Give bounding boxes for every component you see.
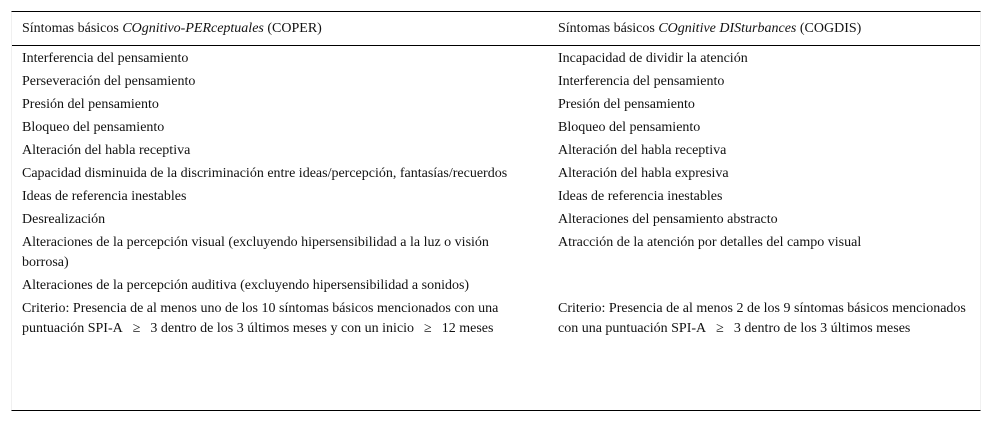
table-cell-coper: Ideas de referencia inestables <box>22 189 187 204</box>
table-row <box>12 209 980 232</box>
header-cogdis <box>548 12 980 46</box>
symptoms-table-container <box>11 11 981 411</box>
table-row <box>12 232 980 275</box>
table-cell-cogdis: Alteración del habla receptiva <box>558 143 727 158</box>
table-row <box>12 46 980 72</box>
table-row <box>12 71 980 94</box>
table-cell-cogdis: Incapacidad de dividir la atención <box>558 51 748 66</box>
header-cogdis-prefix: Síntomas básicos <box>558 21 659 36</box>
greater-equal-symbol: ≥ <box>716 321 724 336</box>
table-cell-coper: Capacidad disminuida de la discriminación entre ideas/percepción, fantasías/recuerdos <box>22 166 508 181</box>
basic-symptoms-table <box>12 12 980 341</box>
table-row <box>12 163 980 186</box>
table-cell-coper: Desrealización <box>22 212 106 227</box>
greater-equal-symbol: ≥ <box>424 321 432 336</box>
header-cogdis-italic: COgnitive DISturbances <box>658 21 797 36</box>
criteria-row <box>12 298 980 341</box>
header-coper-prefix: Síntomas básicos <box>22 21 123 36</box>
table-cell-coper: Alteraciones de la percepción visual (excluyendo hipersensibilidad a la luz o visión borrosa) <box>22 235 489 270</box>
greater-equal-symbol: ≥ <box>132 321 141 336</box>
criteria-coper-text-3: 12 meses <box>441 321 494 336</box>
criteria-coper-text-2: 3 dentro de los 3 últimos meses y con un inicio <box>150 321 415 336</box>
table-cell-cogdis: Interferencia del pensamiento <box>558 74 725 89</box>
criteria-cogdis <box>548 298 980 341</box>
table-cell-coper: Alteración del habla receptiva <box>22 143 191 158</box>
table-cell-cogdis: Ideas de referencia inestables <box>558 189 723 204</box>
table-cell-cogdis: Presión del pensamiento <box>558 97 695 112</box>
table-row <box>12 94 980 117</box>
table-cell-coper: Presión del pensamiento <box>22 97 159 112</box>
table-cell-cogdis: Alteraciones del pensamiento abstracto <box>558 212 778 227</box>
criteria-cogdis-text-1: Criterio: Presencia de al menos 2 de los 9 síntomas básicos mencionados con una puntuación SPI-A <box>558 301 966 336</box>
table-header-row <box>12 12 980 46</box>
header-coper-italic: COgnitivo-PERceptuales <box>122 21 264 36</box>
table-cell-coper: Perseveración del pensamiento <box>22 74 196 89</box>
table-cell-coper: Alteraciones de la percepción auditiva (excluyendo hipersensibilidad a sonidos) <box>22 278 470 293</box>
header-coper-suffix: (COPER) <box>263 21 322 36</box>
table-cell-coper: Interferencia del pensamiento <box>22 51 189 66</box>
table-row <box>12 186 980 209</box>
table-cell-cogdis: Bloqueo del pensamiento <box>558 120 701 135</box>
table-cell-cogdis: Alteración del habla expresiva <box>558 166 729 181</box>
table-cell-coper: Bloqueo del pensamiento <box>22 120 165 135</box>
table-cell-cogdis <box>548 275 980 298</box>
table-row <box>12 140 980 163</box>
table-row <box>12 117 980 140</box>
header-cogdis-suffix: (COGDIS) <box>796 21 862 36</box>
table-row <box>12 275 980 298</box>
criteria-coper-text-1: Criterio: Presencia de al menos uno de los 10 síntomas básicos mencionados con una puntuación SPI-A <box>22 301 499 336</box>
table-cell-cogdis: Atracción de la atención por detalles del campo visual <box>558 235 862 250</box>
criteria-cogdis-text-2: 3 dentro de los 3 últimos meses <box>733 321 911 336</box>
criteria-coper <box>12 298 548 341</box>
header-coper <box>12 12 548 46</box>
